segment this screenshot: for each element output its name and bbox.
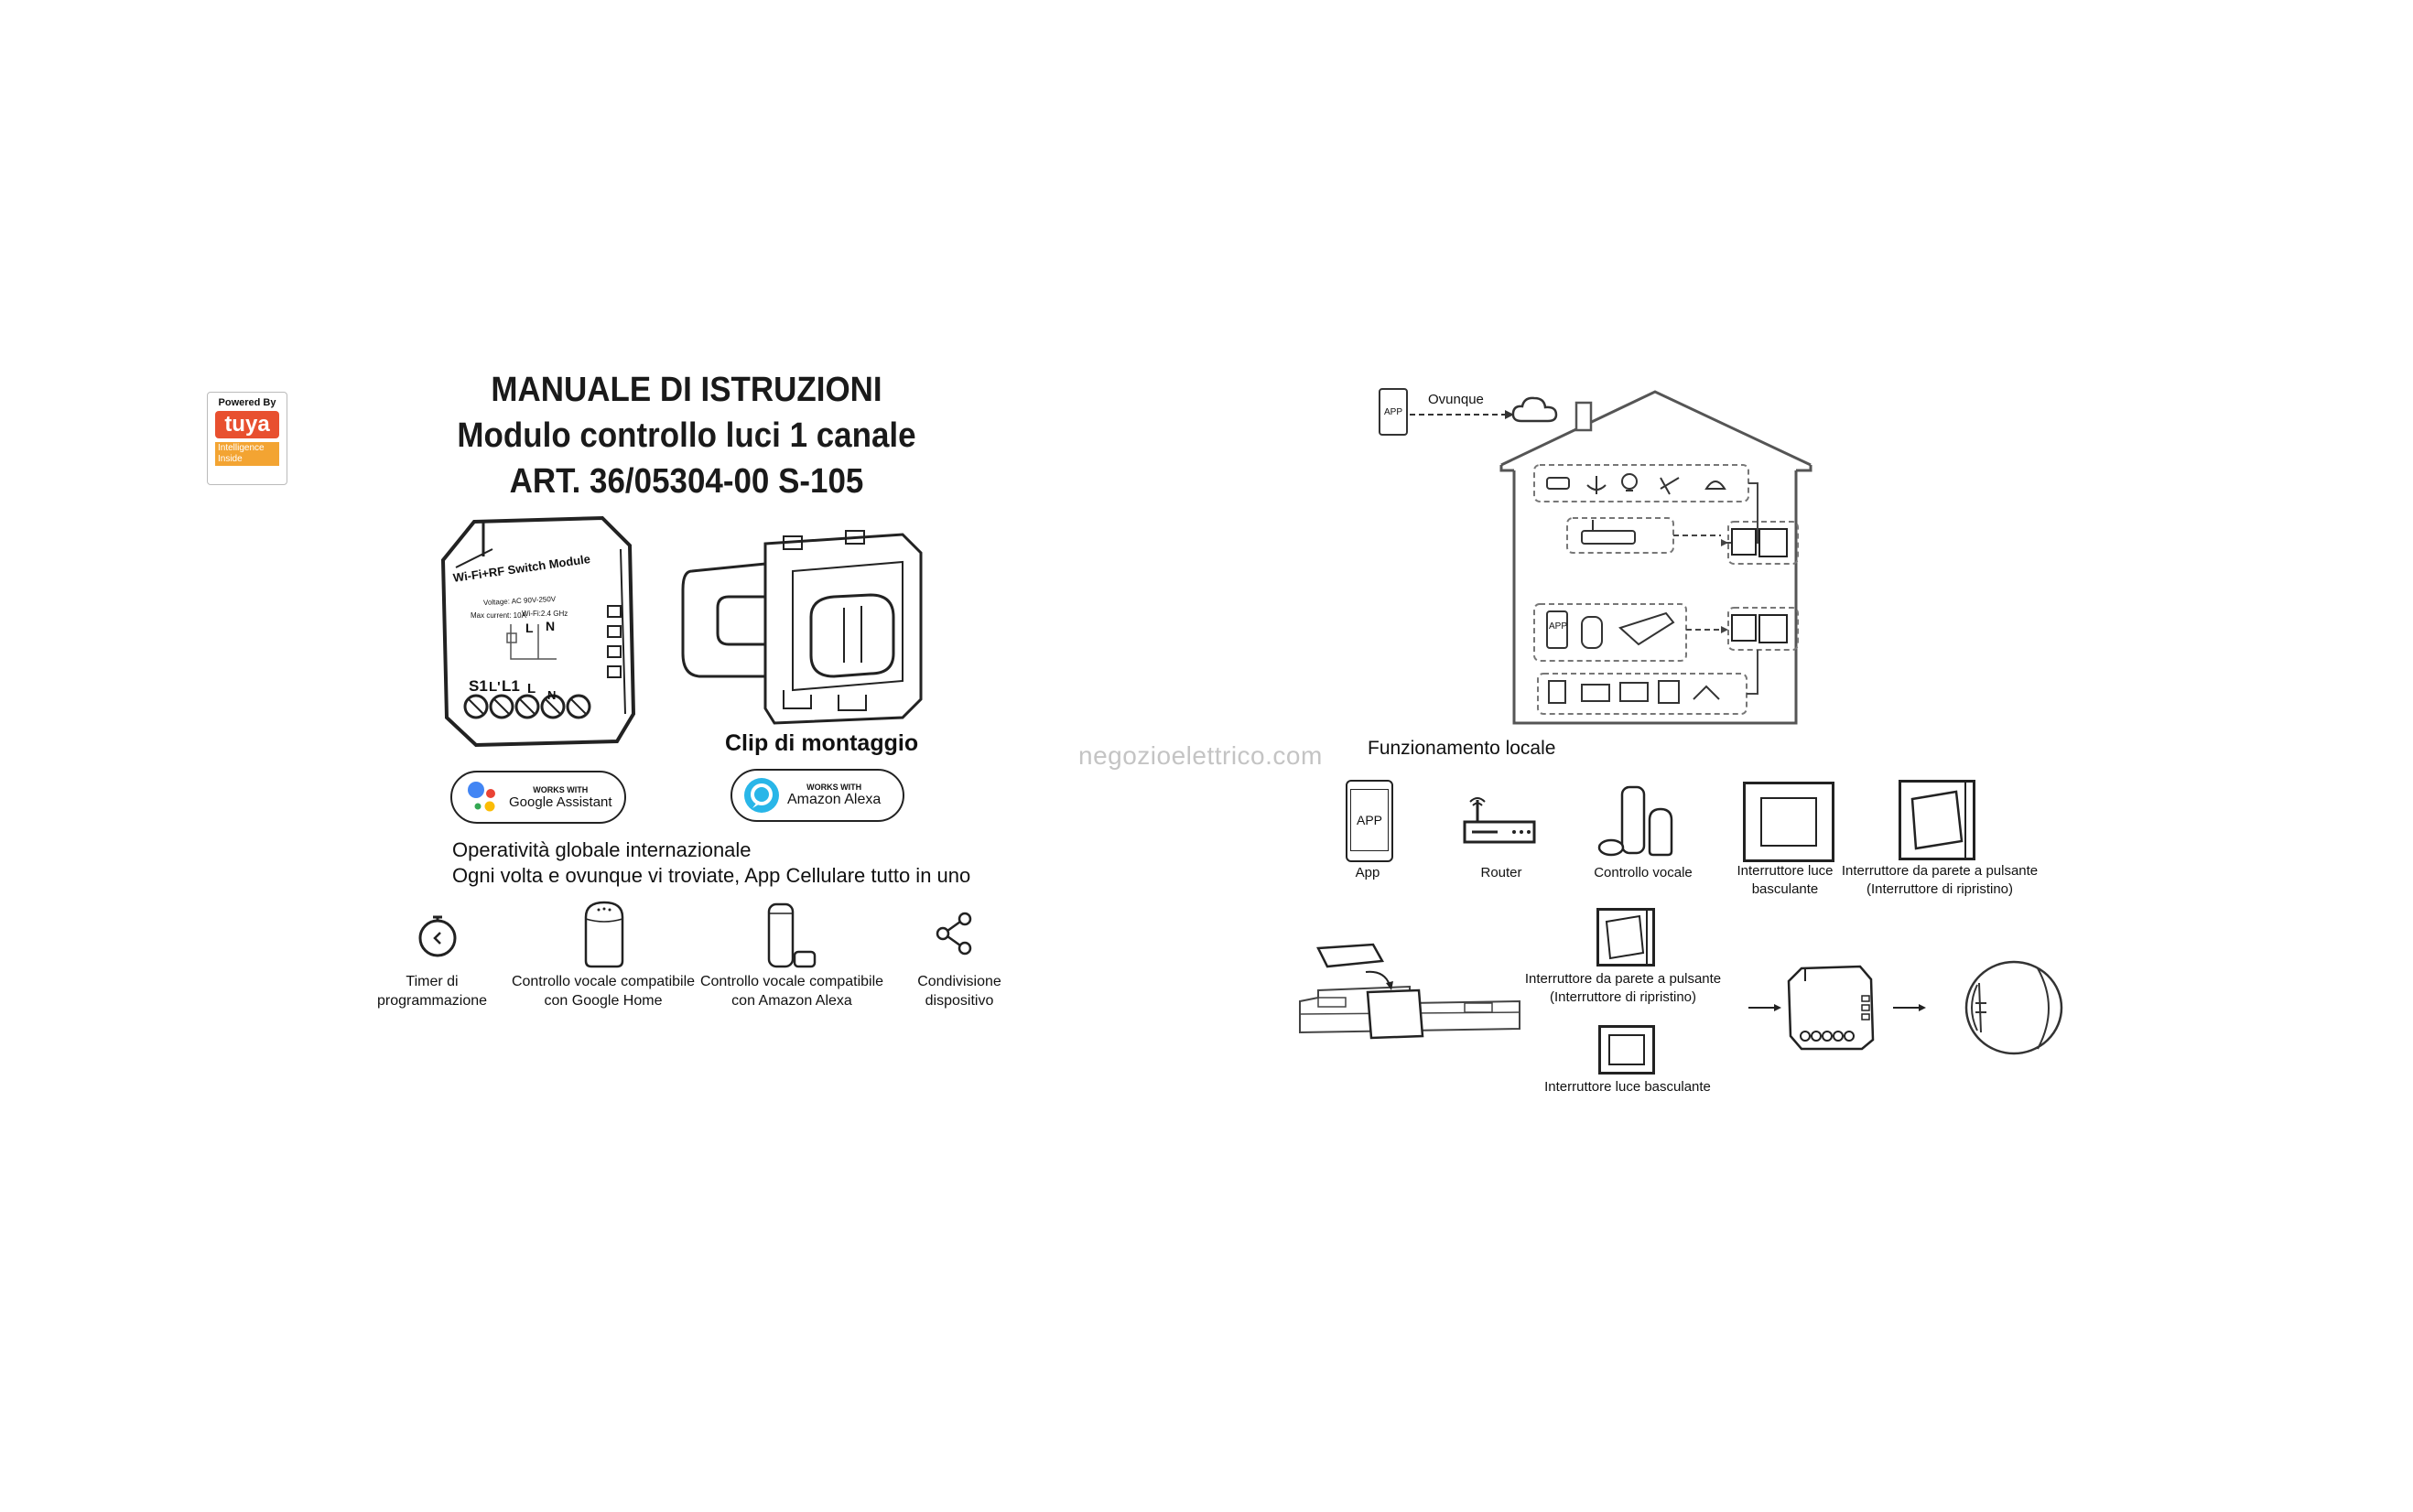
google-home-icon [577, 899, 632, 973]
local-push-label [1834, 862, 2045, 899]
feature-alexa-line1: Controllo vocale compatibile [699, 974, 884, 989]
feature-google-home-line1: Controllo vocale compatibile [511, 974, 696, 989]
logo-sub1: Intelligence [218, 443, 265, 453]
alexa-icon [741, 775, 782, 815]
feature-share-line1: Condivisione [917, 974, 1001, 989]
module-wifi: Wi-Fi:2.4 GHz [522, 610, 568, 618]
router-icon [1461, 794, 1538, 852]
terminal-l-prime: L' [489, 679, 501, 695]
tuya-logo [207, 392, 287, 485]
ovunque-label: Ovunque [1428, 392, 1484, 407]
house-phone-app: APP [1383, 406, 1402, 417]
local-router-label: Router [1480, 865, 1522, 880]
feature-timer-line2: programmazione [376, 993, 488, 1009]
switch-module-illustration [438, 513, 641, 747]
share-icon [934, 912, 974, 960]
terminal-l1: L1 [502, 677, 520, 695]
google-assistant-badge [450, 771, 626, 824]
smart-home-house-diagram [1373, 383, 1867, 730]
install-rocker-label: Interruttore luce basculante [1544, 1079, 1711, 1095]
local-app-label: App [1355, 865, 1380, 880]
voice-assistant-icon [1596, 782, 1684, 863]
mounting-clip-illustration [674, 516, 930, 727]
local-rocker-label [1721, 862, 1849, 899]
amazon-echo-icon [760, 901, 818, 975]
install-push-switch-icon [1596, 908, 1655, 967]
feature-share-line2: dispositivo [925, 993, 994, 1009]
alexa-name: Amazon Alexa [787, 792, 882, 807]
local-rocker-line1: Interruttore luce [1737, 863, 1834, 879]
local-voice-label: Controllo vocale [1594, 865, 1693, 880]
google-assistant-name: Google Assistant [509, 794, 612, 810]
intro-line1: Operatività globale internazionale [452, 838, 752, 861]
feature-google-home-caption [507, 972, 699, 1010]
dashed-arrow-to-cloud [1410, 408, 1520, 426]
local-phone-icon [1346, 780, 1393, 862]
feature-timer-caption [359, 972, 505, 1010]
manual-title: MANUALE DI ISTRUZIONI [491, 371, 882, 409]
house-phone-icon [1379, 388, 1408, 436]
intelligence-inside [215, 442, 279, 466]
local-operation-title: Funzionamento locale [1368, 738, 1556, 759]
install-push-label [1509, 970, 1737, 1007]
install-rocker-switch-icon [1598, 1025, 1655, 1075]
article-code: ART. 36/05304-00 S-105 [509, 462, 864, 501]
local-rocker-line2: basculante [1751, 881, 1819, 897]
module-current: Max current: 10A [471, 611, 526, 620]
module-name: Wi-Fi+RF Switch Module [452, 551, 591, 585]
installed-module-icon [1785, 963, 1877, 1055]
wall-box-icon [1959, 957, 2069, 1063]
arrow-to-module [1748, 1001, 1781, 1018]
install-push-line2: (Interruttore di ripristino) [1549, 989, 1697, 1005]
product-title: Modulo controllo luci 1 canale [457, 416, 916, 455]
din-rail-illustration [1300, 937, 1520, 1047]
google-works-with: WORKS WITH [533, 784, 589, 794]
feature-timer-line1: Timer di [406, 974, 459, 989]
tuya-brand: tuya [215, 411, 279, 438]
terminal-top-n: N [546, 619, 556, 633]
push-switch-icon [1899, 780, 1975, 860]
terminal-l: L [527, 681, 536, 697]
timer-icon [412, 913, 463, 964]
local-push-line1: Interruttore da parete a pulsante [1841, 863, 2039, 879]
terminal-s1: S1 [469, 677, 488, 695]
arrow-to-box [1893, 1001, 1926, 1018]
google-assistant-icon [463, 779, 503, 815]
terminal-n: N [547, 688, 557, 702]
rocker-switch-icon [1743, 782, 1834, 862]
module-voltage: Voltage: AC 90V-250V [482, 594, 557, 608]
intro-line2: Ogni volta e ovunque vi troviate, App Cellulare tutto in uno [452, 864, 971, 887]
terminal-top-l: L [525, 621, 534, 635]
local-push-line2: (Interruttore di ripristino) [1866, 881, 2014, 897]
cloud-icon [1510, 394, 1560, 431]
amazon-alexa-badge [730, 769, 904, 822]
feature-alexa-line2: con Amazon Alexa [731, 993, 852, 1009]
alexa-works-with: WORKS WITH [806, 783, 862, 792]
panel-app-label: APP [1549, 621, 1568, 632]
watermark: negozioelettrico.com [1078, 741, 1323, 770]
logo-sub2: Inside [218, 454, 243, 464]
feature-alexa-caption [696, 972, 888, 1010]
powered-by-text: Powered By [218, 397, 276, 408]
feature-google-home-line2: con Google Home [544, 993, 663, 1009]
feature-share-caption [886, 972, 1033, 1010]
clip-label: Clip di montaggio [725, 730, 919, 756]
install-push-line1: Interruttore da parete a pulsante [1524, 971, 1722, 987]
local-phone-app-text: APP [1356, 813, 1382, 827]
